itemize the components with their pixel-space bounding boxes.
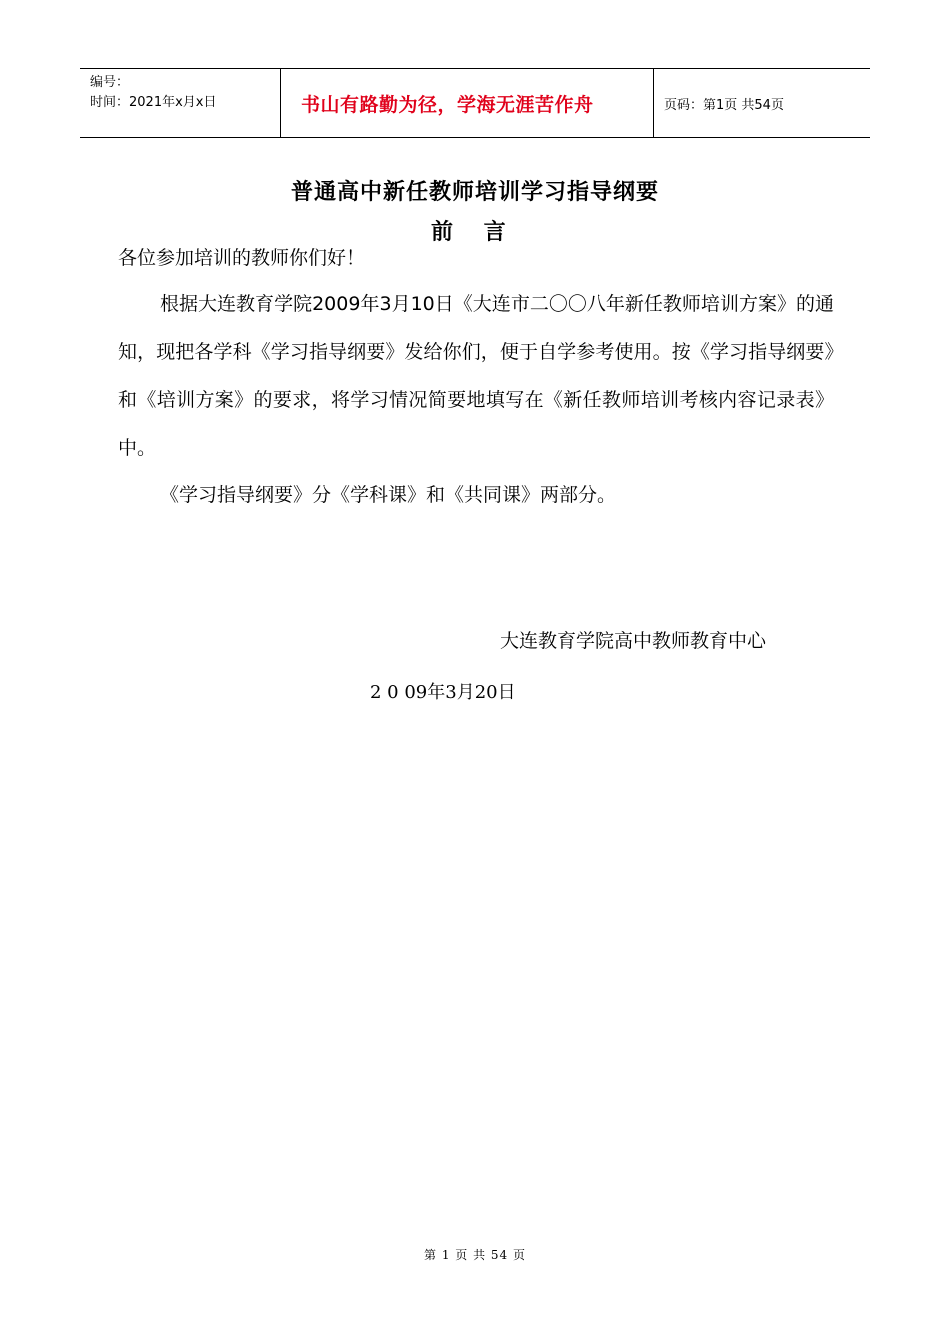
page-footer: 第 1 页 共 54 页 xyxy=(424,1248,526,1262)
paragraph-2: 《学习指导纲要》分《学科课》和《共同课》两部分。 xyxy=(160,484,617,506)
preface-heading: 前 言 xyxy=(431,219,506,245)
document-title: 普通高中新任教师培训学习指导纲要 xyxy=(290,179,659,205)
paragraph-1: 根据大连教育学院2009年3月10日《大连市二〇〇八年新任教师培训方案》的通知，现把各学科《学习指导纲要》发给你们，便于自学参考使用。按《学习指导纲要》和《培训方案》的要求，将学习情况简要地填写在《新任教师培训考核内容记录表》中。 xyxy=(118,293,834,459)
time-label: 时间：2021年x月x日 xyxy=(90,95,217,110)
signature: 大连教育学院高中教师教育中心 xyxy=(500,630,767,652)
greeting: 各位参加培训的教师你们好！ xyxy=(118,247,366,269)
header-page-info: 页码：第1页 共54页 xyxy=(664,97,784,113)
signature-date: 2 0 09年3月20日 xyxy=(370,682,516,703)
number-label: 编号： xyxy=(90,75,130,90)
header-left-cell xyxy=(80,69,281,137)
header-table xyxy=(80,68,870,138)
header-motto: 书山有路勤为径，学海无涯苦作舟 xyxy=(281,69,654,137)
